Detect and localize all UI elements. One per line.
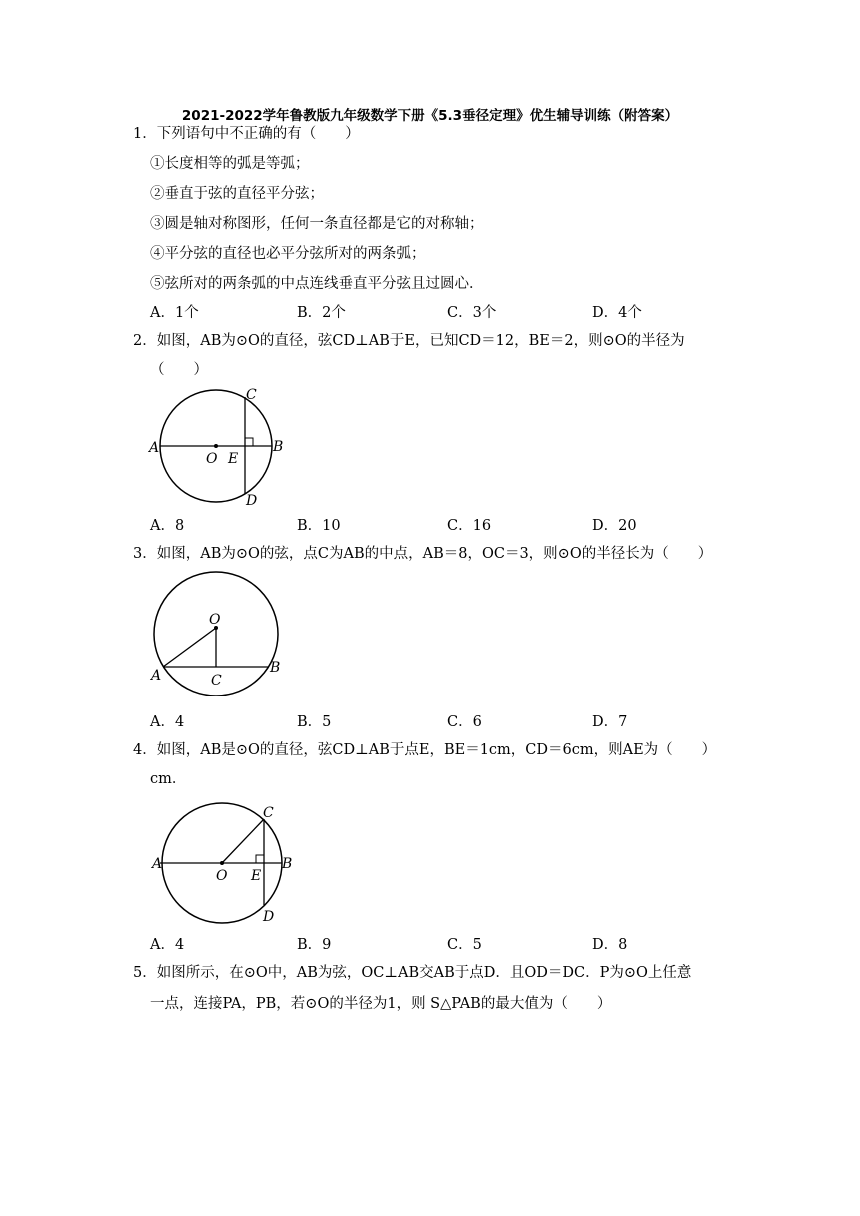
q4-label-e: E bbox=[251, 868, 262, 884]
q4-right-angle-mark bbox=[256, 855, 264, 863]
q2-label-a: A bbox=[149, 440, 160, 456]
q1-statement-4: ④平分弦的直径也必平分弦所对的两条弧； bbox=[150, 246, 426, 262]
q4-label-o: O bbox=[216, 868, 228, 884]
q1-option-a: A．1个 bbox=[150, 305, 199, 321]
q4-option-b: B．9 bbox=[297, 937, 332, 953]
q3-label-c: C bbox=[211, 673, 222, 689]
q1-options bbox=[150, 301, 750, 321]
q2-label-c: C bbox=[246, 387, 257, 403]
q4-segment-oc bbox=[222, 819, 264, 863]
q3-figure bbox=[148, 566, 298, 696]
q1-statement-2: ②垂直于弦的直径平分弦； bbox=[150, 186, 324, 202]
q2-options bbox=[150, 514, 750, 534]
q2-label-b: B bbox=[273, 439, 284, 455]
q1-statement-5: ⑤弦所对的两条弧的中点连线垂直平分弦且过圆心． bbox=[150, 276, 484, 292]
q4-label-a: A bbox=[152, 856, 163, 872]
q4-label-b: B bbox=[282, 856, 293, 872]
question-4-stem: 4．如图，AB是⊙O的直径，弦CD⊥AB于点E，BE＝1cm，CD＝6cm，则AE为（ ） bbox=[133, 742, 717, 758]
q3-label-b: B bbox=[270, 660, 281, 676]
q2-label-e: E bbox=[228, 451, 239, 467]
q1-option-d: D．4个 bbox=[592, 305, 642, 321]
q4-label-d: D bbox=[263, 909, 275, 925]
q3-option-d: D．7 bbox=[592, 714, 628, 730]
q4-options bbox=[150, 933, 750, 953]
q2-right-angle-mark bbox=[245, 438, 253, 446]
q3-option-a: A．4 bbox=[150, 714, 185, 730]
q2-center-point bbox=[214, 444, 218, 448]
question-3-stem: 3．如图，AB为⊙O的弦，点C为AB的中点，AB＝8，OC＝3，则⊙O的半径长为（ ） bbox=[133, 546, 713, 562]
q2-figure bbox=[146, 383, 296, 507]
q2-option-b: B．10 bbox=[297, 518, 341, 534]
q3-options bbox=[150, 710, 750, 730]
q4-center-point bbox=[220, 861, 224, 865]
q2-label-o: O bbox=[206, 451, 218, 467]
q2-option-d: D．20 bbox=[592, 518, 637, 534]
q1-option-b: B．2个 bbox=[297, 305, 346, 321]
q4-label-c: C bbox=[263, 805, 274, 821]
q1-option-c: C．3个 bbox=[447, 305, 497, 321]
q2-label-d: D bbox=[246, 493, 258, 507]
question-4-stem-cont: cm． bbox=[150, 771, 187, 787]
question-5-stem-cont: 一点，连接PA，PB，若⊙O的半径为1，则 S△PAB的最大值为（ ） bbox=[150, 996, 612, 1012]
q3-label-a: A bbox=[151, 668, 162, 684]
question-5-stem: 5．如图所示，在⊙O中，AB为弦，OC⊥AB交AB于点D．且OD＝DC．P为⊙O上任意 bbox=[133, 965, 692, 981]
q1-statement-3: ③圆是轴对称图形，任何一条直径都是它的对称轴； bbox=[150, 216, 484, 232]
q2-option-c: C．16 bbox=[447, 518, 492, 534]
q3-option-c: C．6 bbox=[447, 714, 482, 730]
q4-figure bbox=[146, 797, 306, 927]
q4-option-d: D．8 bbox=[592, 937, 628, 953]
question-1-stem: 1．下列语句中不正确的有（ ） bbox=[133, 126, 360, 142]
q3-label-o: O bbox=[209, 612, 221, 628]
question-2-stem-cont: （ ） bbox=[150, 362, 208, 378]
q2-option-a: A．8 bbox=[150, 518, 185, 534]
q4-option-a: A．4 bbox=[150, 937, 185, 953]
q3-option-b: B．5 bbox=[297, 714, 332, 730]
page-title: 2021-2022学年鲁教版九年级数学下册《5.3垂径定理》优生辅导训练（附答案） bbox=[181, 108, 679, 124]
question-2-stem: 2．如图，AB为⊙O的直径，弦CD⊥AB于E，已知CD＝12，BE＝2，则⊙O的半径为 bbox=[133, 333, 685, 349]
q4-option-c: C．5 bbox=[447, 937, 482, 953]
q3-segment-oa bbox=[163, 628, 216, 667]
q1-statement-1: ①长度相等的弧是等弧； bbox=[150, 156, 310, 172]
